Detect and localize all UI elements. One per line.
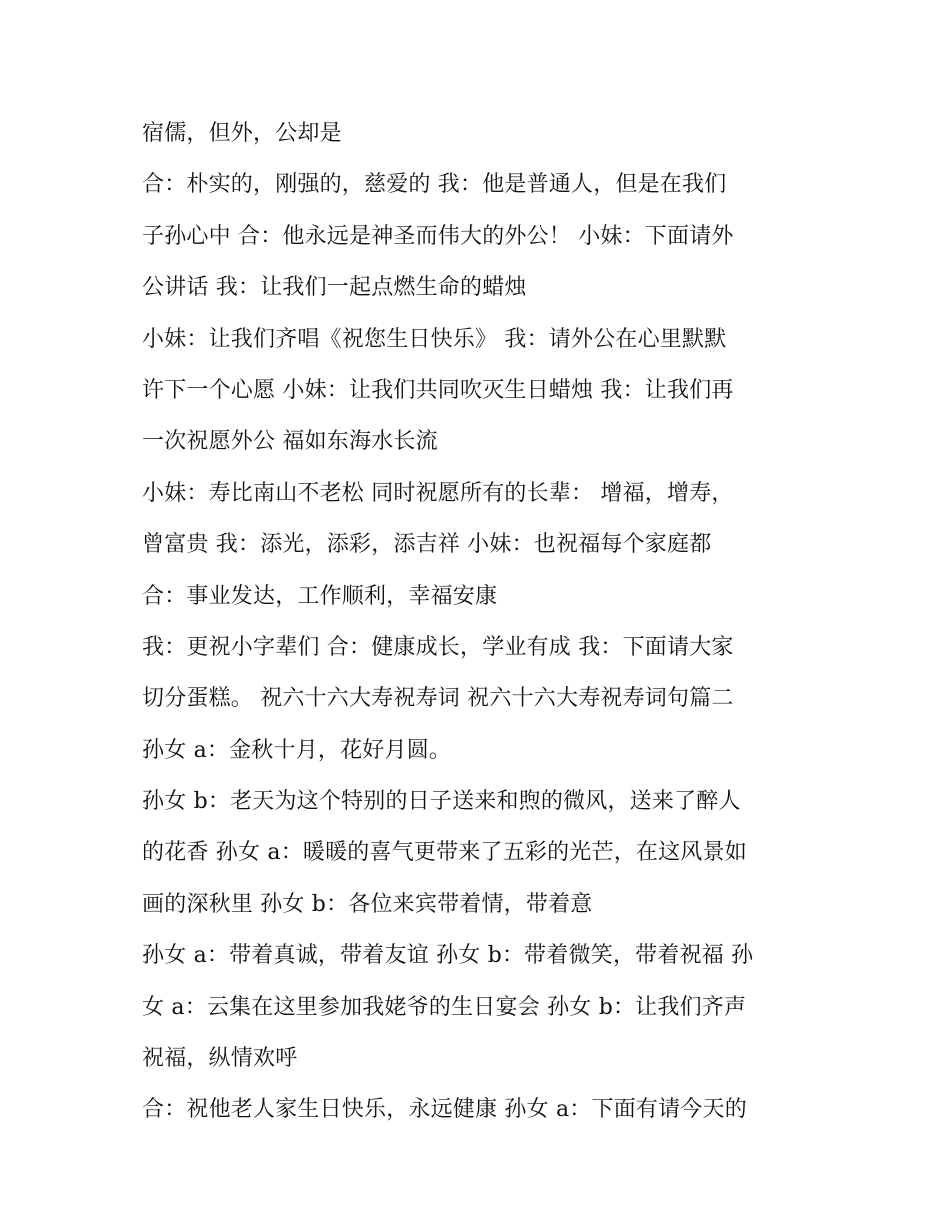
text-line: 孙女 a：带着真诚，带着友谊 孙女 b：带着微笑，带着祝福 孙	[142, 943, 754, 969]
text-line: 曾富贵 我：添光，添彩，添吉祥 小妹：也祝福每个家庭都	[142, 532, 712, 558]
text-line: 孙女 b：老天为这个特别的日子送来和煦的微风，送来了醉人	[142, 789, 741, 815]
text-line: 公讲话 我：让我们一起点燃生命的蜡烛	[142, 275, 527, 301]
text-line: 孙女 a：金秋十月，花好月圆。	[142, 737, 452, 763]
text-line: 祝福，纵情欢呼	[142, 1046, 298, 1072]
text-line: 合：祝他老人家生日快乐，永远健康 孙女 a：下面有请今天的	[142, 1097, 747, 1123]
document-body	[142, 108, 842, 1136]
text-line: 切分蛋糕。 祝六十六大寿祝寿词 祝六十六大寿祝寿词句篇二	[142, 686, 734, 712]
text-line: 小妹：让我们齐唱《祝您生日快乐》 我：请外公在心里默默	[142, 326, 727, 352]
text-line: 宿儒，但外，公却是	[142, 121, 342, 146]
text-line: 合：事业发达，工作顺利，幸福安康	[142, 583, 498, 609]
text-line: 小妹：寿比南山不老松 同时祝愿所有的长辈： 增福，增寿，	[142, 480, 734, 506]
text-line: 女 a：云集在这里参加我姥爷的生日宴会 孙女 b：让我们齐声	[142, 994, 747, 1020]
text-line: 合：朴实的，刚强的，慈爱的 我：他是普通人，但是在我们	[142, 172, 727, 198]
text-line: 画的深秋里 孙女 b：各位来宾带着情，带着意	[142, 891, 593, 917]
text-line: 子孙心中 合：他永远是神圣而伟大的外公！ 小妹：下面请外	[142, 223, 734, 249]
text-line: 的花香 孙女 a：暖暖的喜气更带来了五彩的光芒，在这风景如	[142, 840, 747, 866]
text-line: 许下一个心愿 小妹：让我们共同吹灭生日蜡烛 我：让我们再	[142, 377, 734, 403]
text-line: 我：更祝小字辈们 合：健康成长，学业有成 我：下面请大家	[142, 634, 734, 660]
text-line: 一次祝愿外公 福如东海水长流	[142, 429, 438, 455]
